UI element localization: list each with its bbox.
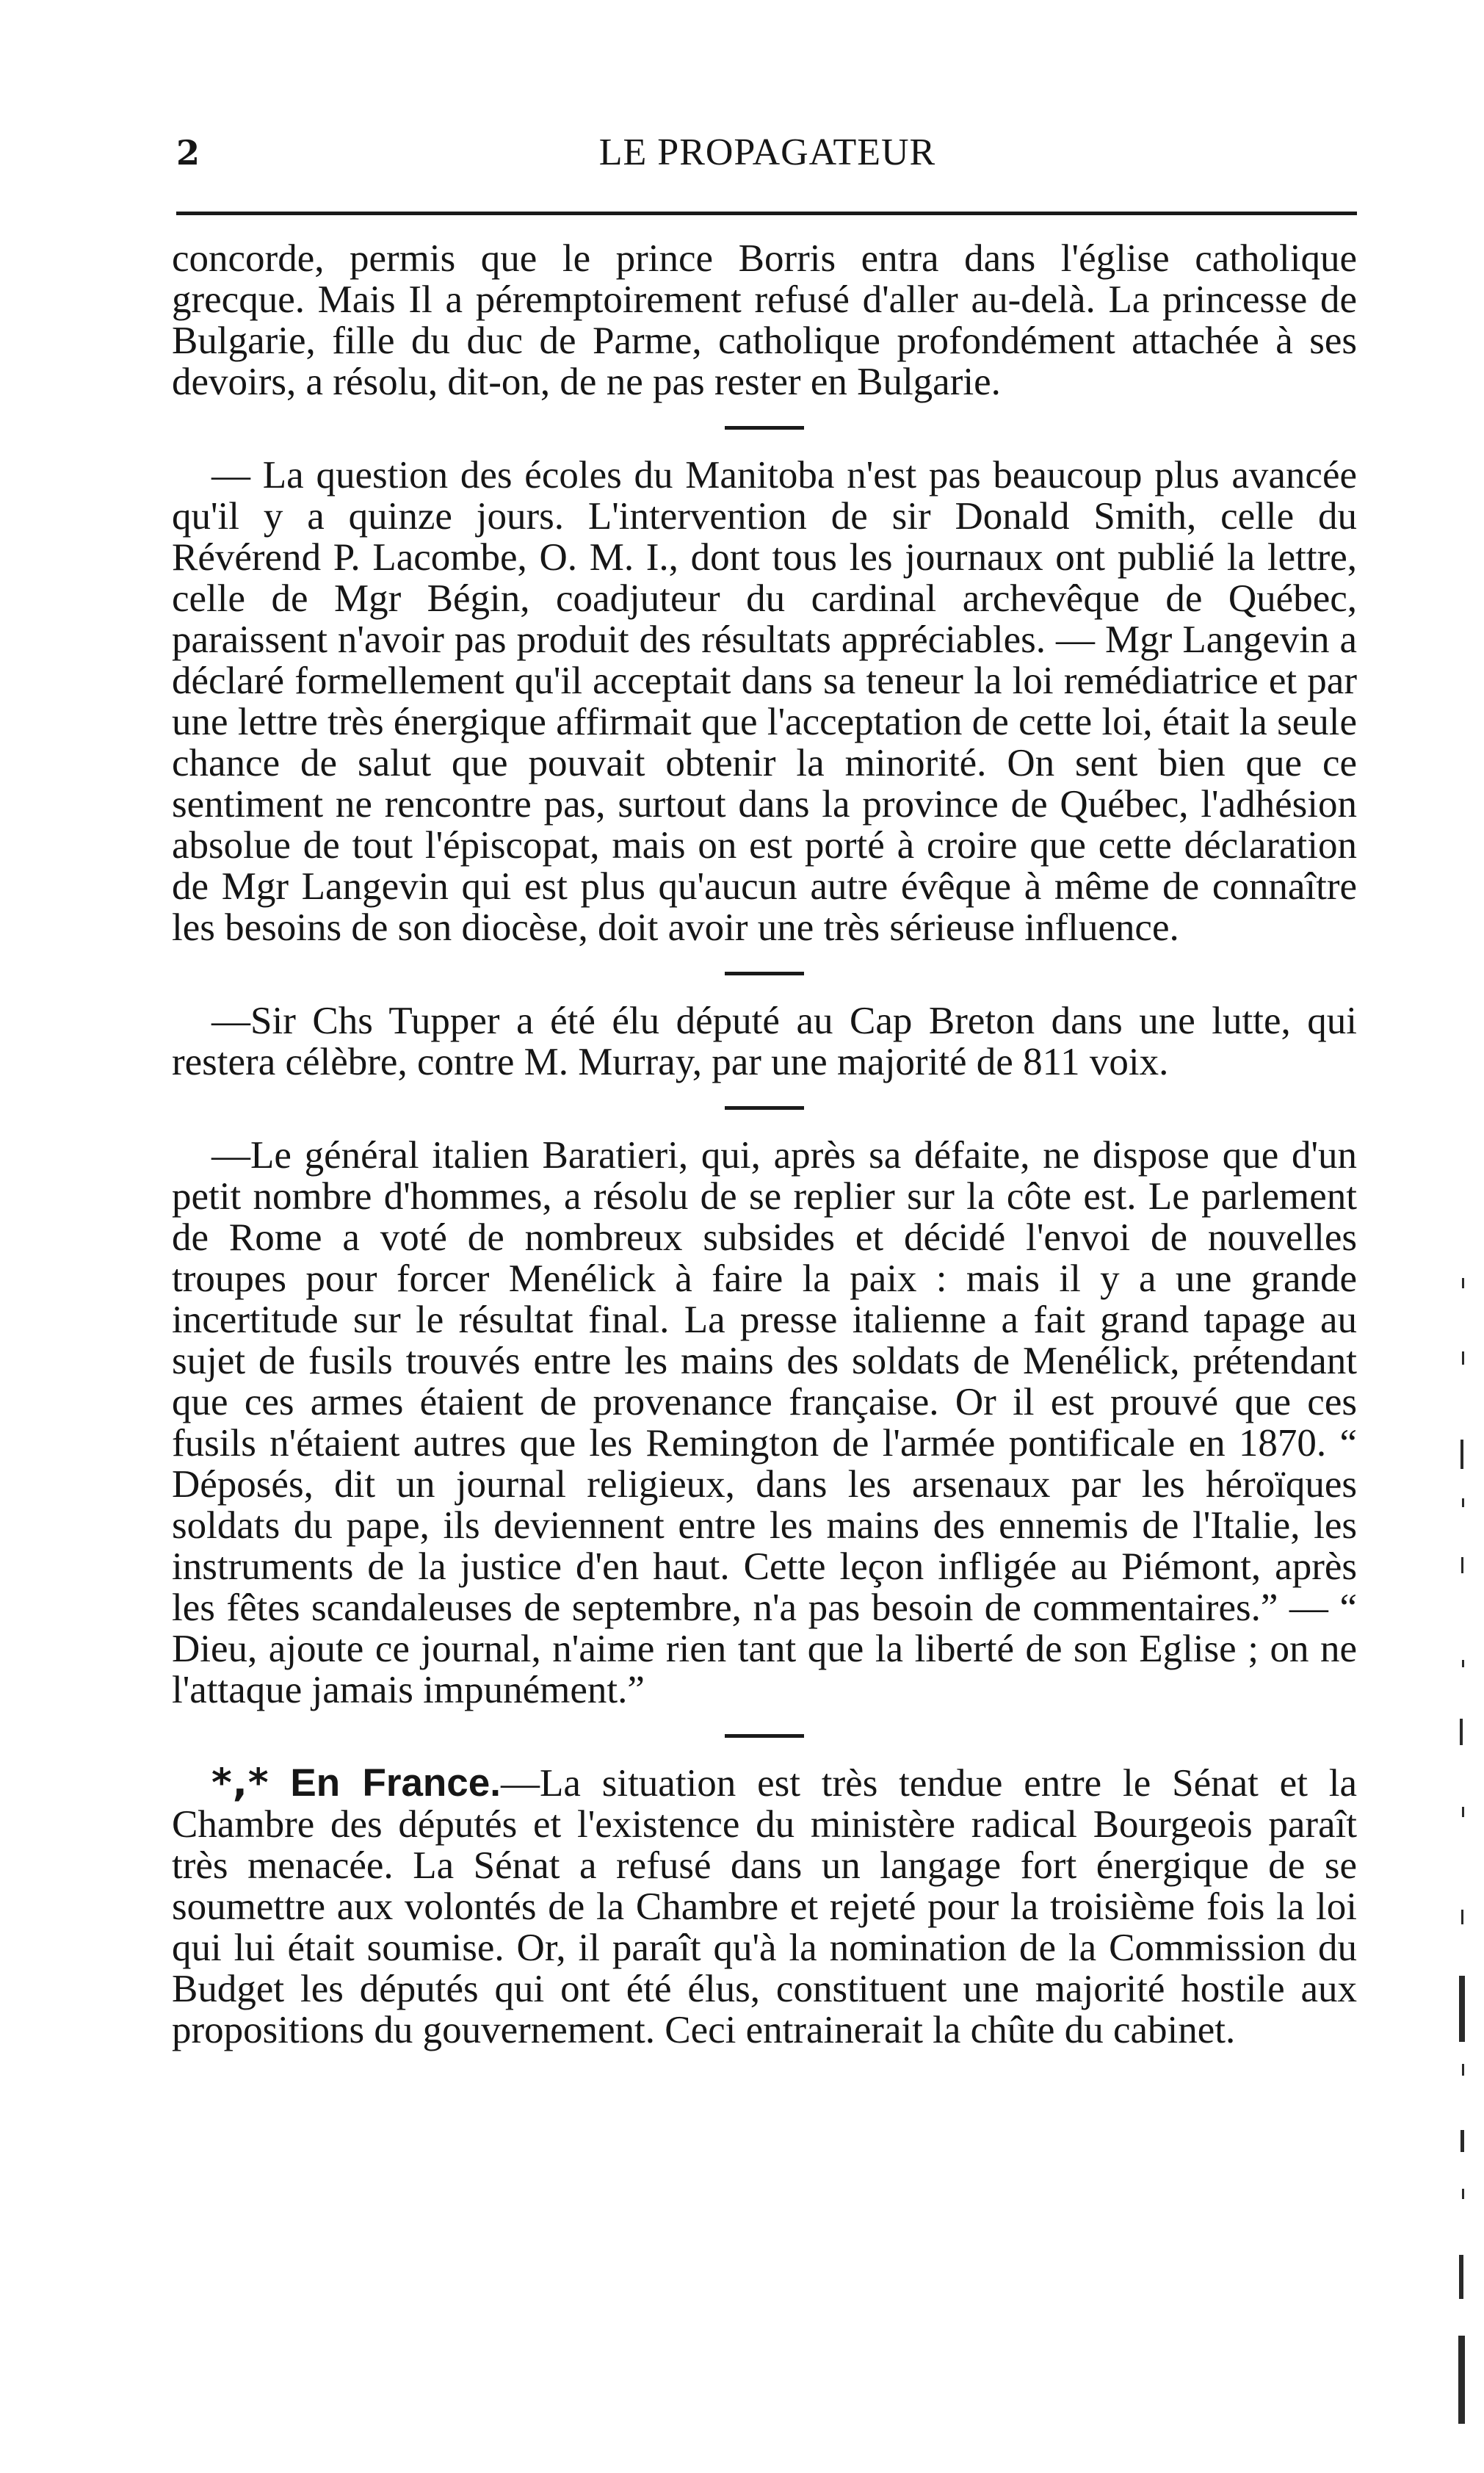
section-separator — [725, 426, 804, 430]
page-header — [176, 126, 1358, 179]
asterism: *,* — [211, 1761, 269, 1805]
paragraph-tupper-election: —Sir Chs Tupper a été élu député au Cap Breton dans une lutte, qui restera célèbre, contre M. Murray, par une majorité de 811 voix. — [172, 1000, 1357, 1083]
section-label-france: En France. — [290, 1761, 501, 1805]
running-title: LE PROPAGATEUR — [598, 131, 936, 173]
paragraph-manitoba-schools: — La question des écoles du Manitoba n'est pas beaucoup plus avancée qu'il y a quinze jours. L'intervention de sir Donald Smith, celle du Révérend P. Lacombe, O. M. I., dont tous les journaux ont publié la lettre, celle de Mgr Bégin, coadjuteur du cardinal archevêque de Québec, paraissent n'avoir pas produit des résultats appréciables. — Mgr Langevin a déclaré formellement qu'il acceptait dans sa teneur la loi remédiatrice et par une lettre très énergique affirmait que l'acceptation de cette loi, était la seule chance de salut que pouvait obtenir la minorité. On sent bien que ce sentiment ne rencontre pas, surtout dans la province de Québec, l'adhésion absolue de tout l'épiscopat, mais on est porté à croire que cette déclaration de Mgr Langevin qui est plus qu'aucun autre évêque à même de connaître les besoins de son diocèse, doit avoir une très sérieuse influence. — [172, 454, 1357, 949]
section-separator — [725, 1106, 804, 1110]
paragraph-france — [172, 1763, 1357, 2051]
section-separator — [725, 1734, 804, 1738]
paragraph-bulgaria-continued: concorde, permis que le prince Borris entra dans l'église catholique grecque. Mais Il a péremptoirement refusé d'aller au-delà. La princesse de Bulgarie, fille du duc de Parme, catholique profondément attachée à ses devoirs, a résolu, dit-on, de ne pas rester en Bulgarie. — [172, 237, 1357, 403]
section-separator — [725, 972, 804, 975]
paragraph-baratieri: —Le général italien Baratieri, qui, après sa défaite, ne dispose que d'un petit nombre d'hommes, a résolu de se replier sur la côte est. Le parlement de Rome a voté de nombreux subsides et décidé l'envoi de nouvelles troupes pour forcer Menélick à faire la paix : mais il y a une grande incertitude sur le résultat final. La presse italienne a fait grand tapage au sujet de fusils trouvés entre les mains des soldats de Menélick, prétendant que ces armes étaient de provenance française. Or il est prouvé que ces fusils n'étaient autres que les Remington de l'armée pontificale en 1870. “ Déposés, dit un journal religieux, dans les arsenaux par les héroïques soldats du pape, ils deviennent entre les mains des ennemis de l'Italie, les instruments de la justice d'en haut. Cette leçon infligée au Piémont, après les fêtes scandaleuses de septembre, n'a pas besoin de commentaires.” — “ Dieu, ajoute ce journal, n'aime rien tant que la liberté de son Eglise ; on ne l'attaque jamais impunément.” — [172, 1134, 1357, 1711]
scan-edge-marks — [1449, 1249, 1478, 2453]
page-number: 2 — [176, 133, 200, 173]
article-body — [172, 238, 1357, 2051]
paragraph-france-text: —La situation est très tendue entre le Sénat et la Chambre des députés et l'existence du ministère radical Bourgeois paraît très menacée. La Sénat a refusé dans un langage fort énergique de se soumettre aux volontés de la Chambre et rejeté pour la troisième fois la loi qui lui était soumise. Or, il paraît qu'à la nomination de la Commission du Budget les députés qui ont été élus, constituent une majorité hostile aux propositions du gouvernement. Ceci entrainerait la chûte du cabinet. — [172, 1762, 1358, 2051]
header-rule — [176, 212, 1357, 215]
